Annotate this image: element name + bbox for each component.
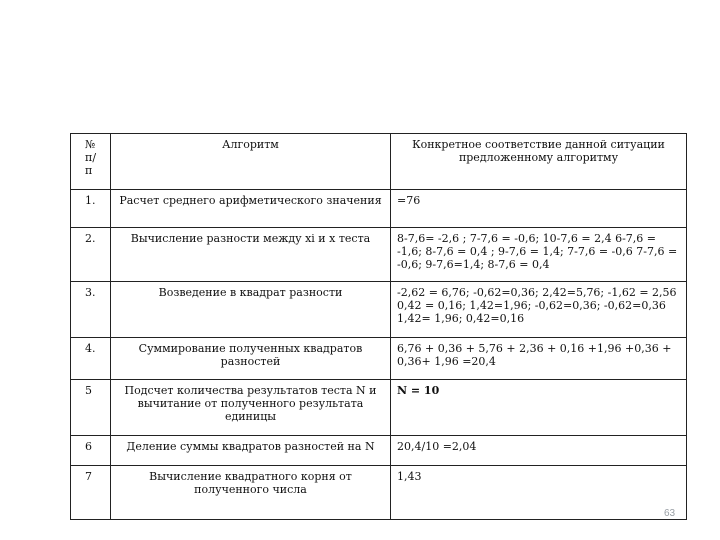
row-result: 6,76 + 0,36 + 5,76 + 2,36 + 0,16 +1,96 +0,36 + 0,36+ 1,96 =20,4 bbox=[391, 338, 687, 380]
header-num: № п/ п bbox=[71, 134, 111, 190]
row-num: 3. bbox=[71, 282, 111, 338]
row-num: 7 bbox=[71, 466, 111, 520]
table-row bbox=[71, 282, 687, 338]
table-row bbox=[71, 436, 687, 466]
row-algorithm: Суммирование полученных квадратов разностей bbox=[111, 338, 391, 380]
row-result: N = 10 bbox=[391, 380, 687, 436]
row-result: 1,43 bbox=[391, 466, 687, 520]
row-algorithm: Вычисление разности между xi и x теста bbox=[111, 228, 391, 282]
row-num: 1. bbox=[71, 190, 111, 228]
row-num: 5 bbox=[71, 380, 111, 436]
row-result: -2,62 = 6,76; -0,62=0,36; 2,42=5,76; -1,62 = 2,56 0,42 = 0,16; 1,42=1,96; -0,62=0,36; -0,62=0,36 1,42= 1,96; 0,42=0,16 bbox=[391, 282, 687, 338]
table-header-row bbox=[71, 134, 687, 190]
table-row bbox=[71, 466, 687, 520]
table-row bbox=[71, 228, 687, 282]
algorithm-table bbox=[70, 133, 687, 520]
row-num: 2. bbox=[71, 228, 111, 282]
table-row bbox=[71, 338, 687, 380]
page-number: 63 bbox=[664, 508, 676, 519]
row-algorithm: Деление суммы квадратов разностей на N bbox=[111, 436, 391, 466]
row-num: 6 bbox=[71, 436, 111, 466]
row-num: 4. bbox=[71, 338, 111, 380]
header-correspondence: Конкретное соответствие данной ситуации предложенному алгоритму bbox=[391, 134, 687, 190]
row-algorithm: Подсчет количества результатов теста N и вычитание от полученного результата единицы bbox=[111, 380, 391, 436]
row-algorithm: Вычисление квадратного корня от полученного числа bbox=[111, 466, 391, 520]
row-result: 8-7,6= -2,6 ; 7-7,6 = -0,6; 10-7,6 = 2,4 6-7,6 = -1,6; 8-7,6 = 0,4 ; 9-7,6 = 1,4; 7-7,6 = -0,6 7-7,6 = -0,6; 9-7,6=1,4; 8-7,6 = 0,4 bbox=[391, 228, 687, 282]
row-result: =76 bbox=[391, 190, 687, 228]
header-algorithm: Алгоритм bbox=[111, 134, 391, 190]
table-row bbox=[71, 190, 687, 228]
table-row bbox=[71, 380, 687, 436]
row-algorithm: Возведение в квадрат разности bbox=[111, 282, 391, 338]
row-result: 20,4/10 =2,04 bbox=[391, 436, 687, 466]
row-algorithm: Расчет среднего арифметического значения bbox=[111, 190, 391, 228]
